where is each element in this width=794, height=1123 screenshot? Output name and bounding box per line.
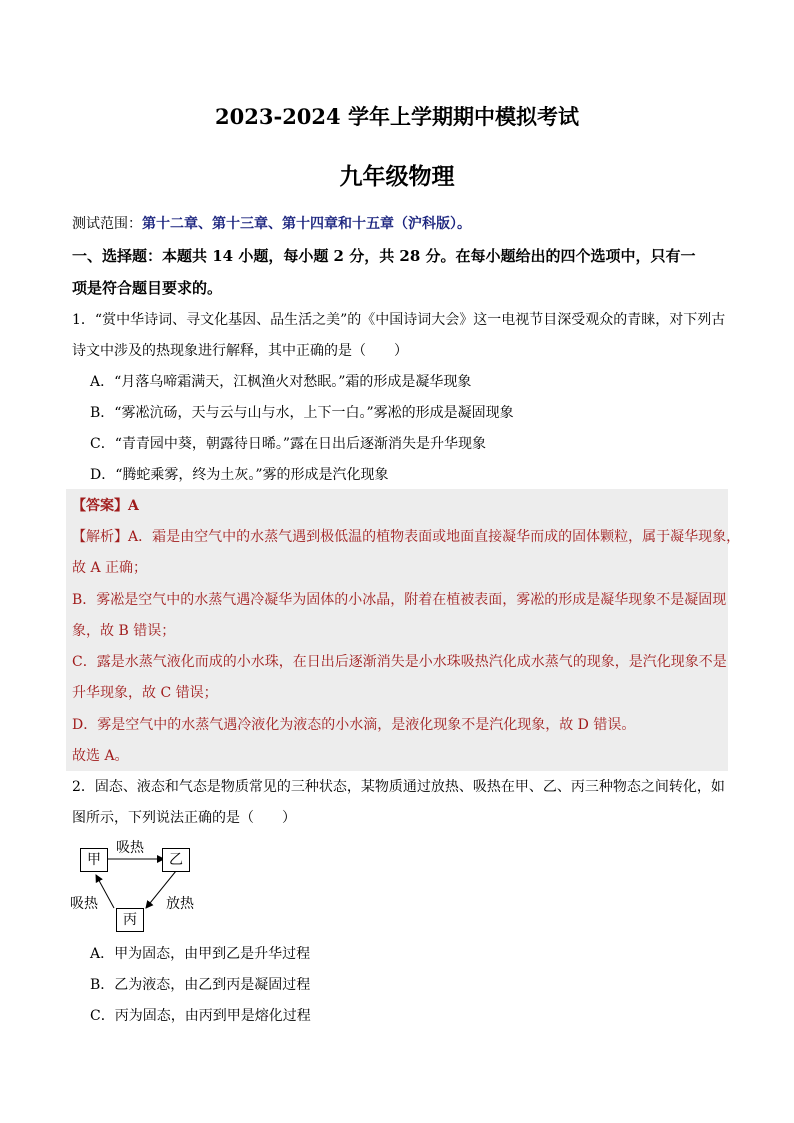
question-2-stem-line2: 图所示，下列说法正确的是（ ） bbox=[72, 810, 296, 826]
state-change-diagram bbox=[70, 838, 210, 934]
test-scope-label: 测试范围： bbox=[72, 216, 142, 232]
exam-subtitle: 九年级物理 bbox=[339, 163, 455, 190]
analysis-line-3: B．雾凇是空气中的水蒸气遇冷凝华为固体的小冰晶，附着在植被表面，雾凇的形成是凝华现象不是凝固现 bbox=[72, 592, 727, 608]
question-1-option-b: B．“雾凇沆砀，天与云与山与水，上下一白。”雾凇的形成是凝固现象 bbox=[90, 405, 514, 421]
analysis-line-5: C．露是水蒸气液化而成的小水珠，在日出后逐渐消失是小水珠吸热汽化成水蒸气的现象，是汽化现象不是 bbox=[72, 654, 727, 670]
arrow-c-to-a bbox=[96, 875, 114, 908]
diagram-label-a-to-b: 吸热 bbox=[116, 840, 144, 856]
diagram-label-c-to-a: 吸热 bbox=[70, 896, 98, 912]
diagram-node-c: 丙 bbox=[116, 908, 144, 932]
diagram-label-b-to-c: 放热 bbox=[166, 896, 194, 912]
exam-title: 2023-2024 学年上学期期中模拟考试 bbox=[215, 104, 579, 129]
question-1-answer: 【答案】A bbox=[72, 498, 139, 514]
analysis-line-6: 升华现象，故 C 错误； bbox=[72, 685, 218, 701]
section-heading-line2: 项是符合题目要求的。 bbox=[72, 279, 223, 297]
test-scope-value: 第十二章、第十三章、第十四章和十五章（沪科版）。 bbox=[142, 216, 471, 232]
analysis-line-8: 故选 A。 bbox=[72, 748, 129, 764]
section-heading-line1: 一、选择题：本题共 14 小题，每小题 2 分，共 28 分。在每小题给出的四个选项中，只有一 bbox=[72, 247, 696, 265]
diagram-node-a: 甲 bbox=[80, 848, 108, 872]
analysis-line-7: D．雾是空气中的水蒸气遇冷液化为液态的小水滴，是液化现象不是汽化现象，故 D 错误。 bbox=[72, 717, 636, 733]
diagram-node-b: 乙 bbox=[162, 848, 190, 872]
analysis-line-4: 象，故 B 错误； bbox=[72, 623, 176, 639]
question-1-option-a: A．“月落乌啼霜满天，江枫渔火对愁眠。”霜的形成是凝华现象 bbox=[90, 374, 472, 390]
question-1-option-c: C．“青青园中葵，朝露待日晞。”露在日出后逐渐消失是升华现象 bbox=[90, 436, 487, 452]
question-1-stem-line2: 诗文中涉及的热现象进行解释，其中正确的是（ ） bbox=[72, 343, 408, 359]
question-2-stem-line1: 2．固态、液态和气态是物质常见的三种状态，某物质通过放热、吸热在甲、乙、丙三种物态之间转化，如 bbox=[72, 779, 725, 795]
question-2-option-a: A．甲为固态，由甲到乙是升华过程 bbox=[90, 946, 311, 962]
test-scope bbox=[72, 214, 728, 234]
analysis-line-1: 【解析】A．霜是由空气中的水蒸气遇到极低温的植物表面或地面直接凝华而成的固体颗粒，属于凝华现象， bbox=[72, 529, 741, 545]
question-1-stem-line1: 1．“赏中华诗词、寻文化基因、品生活之美”的《中国诗词大会》这一电视节目深受观众的青睐，对下列古 bbox=[72, 312, 726, 328]
question-2-option-b: B．乙为液态，由乙到丙是凝固过程 bbox=[90, 977, 311, 993]
question-1-option-d: D．“腾蛇乘雾，终为土灰。”雾的形成是汽化现象 bbox=[90, 467, 389, 483]
question-2-option-c: C．丙为固态，由丙到甲是熔化过程 bbox=[90, 1008, 311, 1024]
analysis-line-2: 故 A 正确； bbox=[72, 560, 148, 576]
